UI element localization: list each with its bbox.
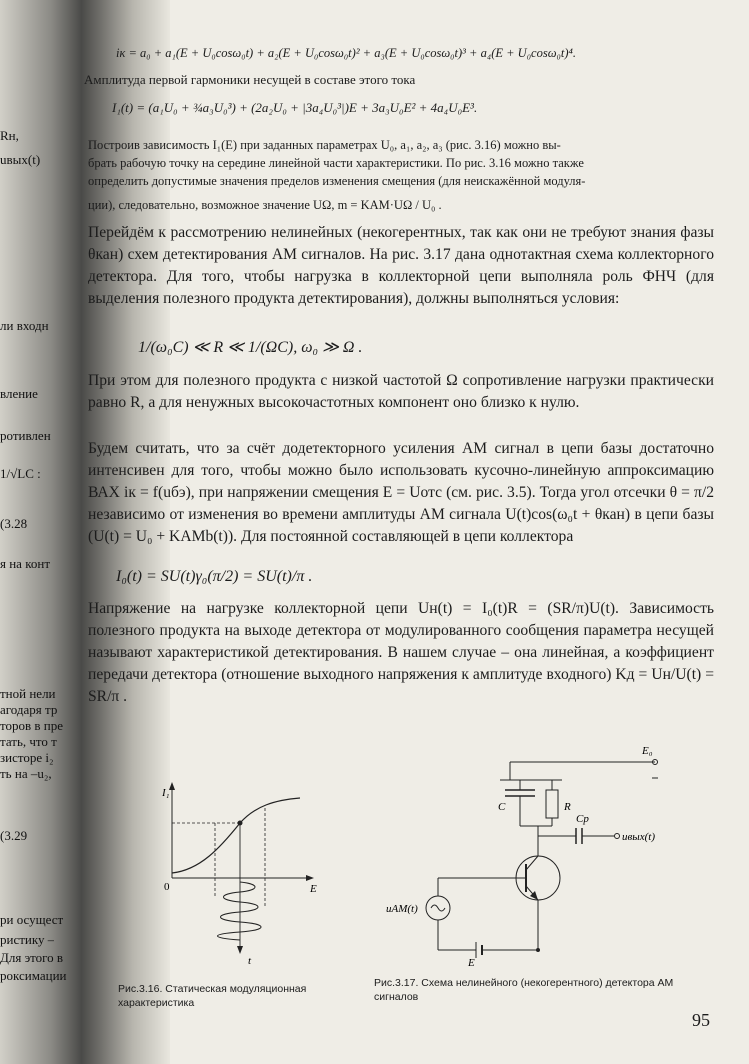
adjacent-page-fragment: uвых(t) [0, 152, 41, 167]
y-axis-arrow-icon [169, 782, 175, 790]
paragraph-load-resistance: При этом для полезного продукта с низкой частотой Ω сопротивление нагрузки практически равно R, а для ненужных высокочастотных компонент оно близко к нулю. [88, 372, 714, 412]
figure-modulation-characteristic [160, 778, 330, 978]
small-paragraph-line-1: Построив зависимость I₁(E) при заданных параметрах U₀, a₁, a₂, a₃ (рис. 3.16) можно вы- [88, 138, 561, 152]
adjacent-page-fragments [0, 0, 90, 1064]
equation-filter-conditions: 1/(ω₀C) ≪ R ≪ 1/(ΩC), ω₀ ≫ Ω . [138, 339, 363, 356]
adjacent-page-fragment: (3.28 [0, 516, 28, 531]
equation-collector-current: iк = a₀ + a₁(E + U₀cosω₀t) + a₂(E + U₀cosω₀t)² + a₃(E + U₀cosω₀t)³ + a₄(E + U₀cosω₀t)⁴. [116, 46, 576, 60]
y-axis-label: I₁ [162, 787, 170, 799]
equation-dc-component: I₀(t) = SU(t)γ₀(π/2) = SU(t)/π . [116, 568, 313, 585]
adjacent-page-fragment: я на конт [0, 556, 51, 571]
paragraph-piecewise-approximation: Будем считать, что за счёт додетекторного усиления АМ сигнал в цепи базы достаточно интенсивен для того, чтобы можно было использовать кусочно-линейную аппроксимацию ВАХ iк = f(uбэ), при напряжении смещения E = Uотс (см. рис. 3.5). Тогда угол отсечки θ = π/2 независимо от изменения во времени амплитуды АМ сигнала U(t)cos(ω₀t + θкан) в цепи базы (U(t) = U₀ + KАМb(t)). Для постоянной составляющей в цепи коллектора [88, 440, 714, 546]
page-number: 95 [692, 1010, 710, 1030]
origin-label: 0 [164, 881, 170, 893]
resistor-label: R [564, 801, 571, 813]
paragraph-nonlinear-detectors: Перейдём к рассмотрению нелинейных (некогерентных, так как они не требуют знания фазы θкан) схем детектирования АМ сигналов. На рис. 3.17 дана однотактная схема коллекторного детектора. Для того, чтобы нагрузка в коллекторной цепи выполняла роль ФНЧ (для выделения полезного продукта детектирования), должны выполняться условия: [88, 224, 714, 308]
time-axis-arrow-icon [237, 946, 243, 954]
adjacent-page-fragment: тать, что т [0, 734, 57, 749]
coupling-capacitor-label: Cр [576, 813, 589, 825]
resistor [546, 790, 558, 818]
paragraph-detection-characteristic: Напряжение на нагрузке коллекторной цепи Uн(t) = I₀(t)R = (SR/π)U(t). Зависимость полезного продукта на выходе детектора от модулированного сообщения параметра несущей называют характеристикой детектирования. В нашем случае – она линейная, а коэффициент передачи детектора (отношение выходного напряжения к амплитуде входного) Kд = Uн/U(t) = SR/π . [88, 600, 714, 706]
adjacent-page-fragment: ли входн [0, 318, 49, 333]
adjacent-page-fragment: тной нели [0, 686, 56, 701]
adjacent-page-fragment: вление [0, 386, 38, 401]
supply-label: E₀ [642, 745, 653, 757]
figure-detector-schematic [380, 728, 710, 966]
small-paragraph-line-4: ции), следовательно, возможное значение UΩ, m = KАМ·UΩ / U₀ . [88, 198, 442, 212]
adjacent-page-fragment: (3.29 [0, 828, 28, 843]
output-label: uвых(t) [622, 831, 655, 843]
ac-source-wave-icon [431, 905, 445, 911]
adjacent-page-fragment: ротивлен [0, 428, 51, 443]
x-axis-label: E [310, 883, 317, 895]
x-axis-arrow-icon [306, 875, 314, 881]
caption-fig-3-16: Рис.3.16. Статическая модуляционная характеристика [118, 983, 307, 1009]
caption-fig-3-17: Рис.3.17. Схема нелинейного (некогерентного) детектора АМ сигналов [374, 977, 674, 1003]
small-paragraph-line-2: брать рабочую точку на середине линейной части характеристики. По рис. 3.16 можно также [88, 156, 584, 170]
output-terminal [615, 834, 620, 839]
adjacent-page-fragment: ри осущест [0, 912, 64, 927]
adjacent-page-fragment: Rн, [0, 128, 19, 143]
input-label: uАМ(t) [386, 903, 418, 915]
bias-label: E [468, 957, 475, 966]
adjacent-page-fragment: роксимации [0, 968, 67, 983]
characteristic-curve [172, 798, 300, 873]
adjacent-page-fragment: ть на –u₂, [0, 766, 52, 781]
time-label: t [248, 955, 252, 967]
adjacent-page-fragment: 1/√LC : [0, 466, 41, 481]
text-amplitude-line: Амплитуда первой гармоники несущей в составе этого тока [84, 72, 416, 87]
capacitor-label: C [498, 801, 506, 813]
small-paragraph-line-3: определить допустимые значения пределов изменения смещения (для неискажённой модуля- [88, 174, 586, 188]
adjacent-page-fragment: агодаря тр [0, 702, 58, 717]
modulation-signal [218, 882, 262, 940]
adjacent-page-fragment: торов в пре [0, 718, 64, 733]
adjacent-page-fragment: ристику – [0, 932, 55, 947]
adjacent-page-fragment: Для этого в [0, 950, 64, 965]
adjacent-page-fragment: зисторе i₂ [0, 750, 54, 765]
equation-first-harmonic: I₁(t) = (a₁U₀ + ¾a₃U₀³) + (2a₂U₀ + |3a₄U₀³|)E + 3a₃U₀E² + 4a₄U₀E³. [112, 100, 478, 115]
ground-node [536, 948, 540, 952]
